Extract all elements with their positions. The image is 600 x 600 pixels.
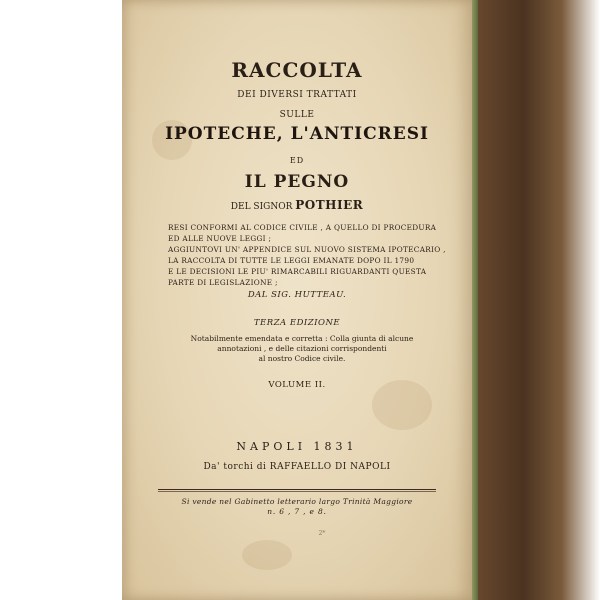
subtitle-line: ED (289, 156, 305, 165)
subtitle-line: DEI DIVERSI TRATTATI (237, 90, 357, 100)
description-line: AGGIUNTOVI UN' APPENDICE SUL NUOVO SISTEMA IPOTECARIO , (168, 245, 446, 254)
by-line: DAL SIG. HUTTEAU. (247, 290, 347, 300)
subject-title: IPOTECHE, L'ANTICRESI (165, 124, 429, 144)
divider-rule (158, 491, 436, 492)
author-prefix: DEL SIGNOR (230, 202, 293, 212)
edition-label: TERZA EDIZIONE (253, 318, 341, 328)
description-line: RESI CONFORMI AL CODICE CIVILE , A QUELLO DI PROCEDURA (168, 223, 437, 232)
signature-mark: 2* (318, 530, 326, 537)
foxing-spot (242, 540, 292, 570)
author-name: POTHIER (295, 198, 364, 212)
divider-rule (158, 489, 436, 490)
description-line: PARTE DI LEGISLAZIONE ; (168, 278, 278, 287)
sale-line: n. 6 , 7 , e 8. (267, 507, 327, 516)
notes-line: Notabilmente emendata e corretta : Colla giunta di alcune (190, 334, 414, 343)
place-year: NAPOLI 1831 (236, 440, 358, 453)
main-title: RACCOLTA (231, 58, 363, 82)
description-line: E LE DECISIONI LE PIU' RIMARCABILI RIGUARDANTI QUESTA (168, 267, 427, 276)
author-line (122, 198, 472, 212)
description-block (168, 222, 446, 288)
book-cover-edge (472, 0, 600, 600)
printer-line: Da' torchi di RAFFAELLO DI NAPOLI (203, 462, 391, 472)
volume-label: VOLUME II. (268, 380, 326, 390)
sale-line: Si vende nel Gabinetto letterario largo Trinità Maggiore (181, 497, 413, 506)
background-left (0, 0, 122, 600)
title-page (122, 0, 472, 600)
description-line: ED ALLE NUOVE LEGGI ; (168, 234, 272, 243)
edition-notes (162, 334, 442, 364)
subtitle-line: SULLE (279, 110, 315, 120)
notes-line: al nostro Codice civile. (258, 354, 346, 363)
subject-title: IL PEGNO (244, 172, 350, 192)
notes-line: annotazioni , e delle citazioni corrispondenti (217, 344, 387, 353)
description-line: LA RACCOLTA DI TUTTE LE LEGGI EMANATE DOPO IL 1790 (168, 256, 415, 265)
